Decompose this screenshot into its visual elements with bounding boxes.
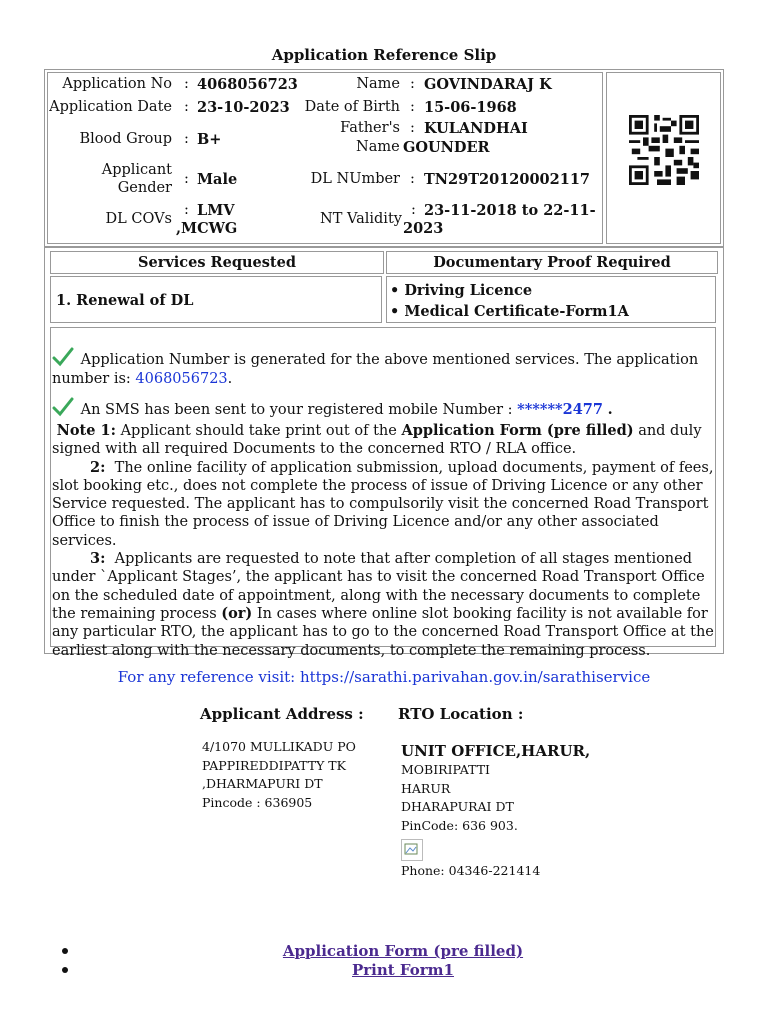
father-label-line2: Name xyxy=(356,139,400,155)
dl-covs-value-line1: LMV xyxy=(197,202,235,219)
period: . xyxy=(227,371,233,387)
note-3-text: Applicants are requested to note that after completion of all stages mentioned under `Applicant Stages’, the applicant has to visit the concerned Road Transport Office on the scheduled date of appointment, along with the necessary documents to complete the remaining process xyxy=(52,551,705,622)
note-3-text: In cases where online slot booking facility is not available for any particular RTO, the applicant has to go to the concerned Road Transport Office at the earliest along with the necessary documents, to complete the remaining process. xyxy=(52,605,714,659)
message-sms xyxy=(52,397,716,418)
address-line: ,DHARMAPURI DT xyxy=(202,776,323,791)
rto-phone: Phone: 04346-221414 xyxy=(401,863,541,878)
rto-location-label: RTO Location : xyxy=(398,705,524,723)
proof-item: • Driving Licence xyxy=(390,282,533,299)
rto-address-line: DHARAPURAI DT xyxy=(401,799,514,814)
note-1-highlight: Application Form (pre filled) xyxy=(401,422,634,439)
app-date-value: 23-10-2023 xyxy=(197,99,290,116)
father-label-line1: Father's xyxy=(340,120,400,136)
proof-list xyxy=(386,276,716,323)
check-icon xyxy=(52,397,74,417)
note-1 xyxy=(52,422,718,459)
colon: : xyxy=(411,202,416,218)
note-1-text: and duly signed with all required Documents to the concerned RTO / RLA office. xyxy=(52,423,702,458)
note-3 xyxy=(52,550,718,660)
reference-link-text[interactable]: For any reference visit: https://sarathi.parivahan.gov.in/sarathiservice xyxy=(117,668,651,686)
note-1-text: Applicant should take print out of the xyxy=(120,423,397,439)
address-line: Pincode : 636905 xyxy=(202,794,313,810)
notes-text xyxy=(52,422,718,660)
colon: : xyxy=(184,202,189,218)
father-value-line2: GOUNDER xyxy=(403,139,490,156)
dl-covs-label: DL COVs xyxy=(105,211,172,227)
app-date-label: Application Date xyxy=(49,99,172,115)
dob-value: 15-06-1968 xyxy=(424,99,517,116)
note-3-label: 3: xyxy=(90,550,106,568)
message-text: Application Number is generated for the above mentioned services. The application number is: xyxy=(52,352,699,387)
rto-address-line: MOBIRIPATTI xyxy=(401,762,490,777)
qr-cell xyxy=(606,72,721,244)
message-app-number xyxy=(52,347,716,389)
note-2-label: 2: xyxy=(90,458,106,476)
colon: : xyxy=(184,76,189,92)
proof-item: • Medical Certificate-Form1A xyxy=(390,303,629,320)
qr-code xyxy=(629,115,699,185)
page-title: Application Reference Slip xyxy=(271,46,497,64)
applicant-address-label: Applicant Address : xyxy=(200,705,364,723)
link-item xyxy=(0,942,768,960)
colon: : xyxy=(184,99,189,115)
rto-address xyxy=(401,761,518,835)
blood-group-label: Blood Group xyxy=(79,131,172,147)
period: . xyxy=(607,401,613,418)
app-no-label: Application No xyxy=(62,76,172,92)
name-label: Name xyxy=(356,76,400,92)
nt-validity-value-line2: 2023 xyxy=(403,220,444,237)
colon: : xyxy=(410,120,415,136)
services-requested-header: Services Requested xyxy=(50,251,384,274)
address-line: PAPPIREDDIPATTY TK xyxy=(202,757,346,773)
note-1-label: Note 1: xyxy=(56,422,116,439)
link-item xyxy=(0,961,768,979)
gender-label-line2: Gender xyxy=(117,180,172,196)
service-item: 1. Renewal of DL xyxy=(50,276,382,323)
father-value-line1: KULANDHAI xyxy=(424,120,528,137)
application-number-highlight: 4068056723 xyxy=(135,371,228,387)
note-2-text: The online facility of application submission, upload documents, payment of fees, slot booking etc., does not complete the process of issue of Driving Licence or any other Service requested. The applicant has to compulsorily visit the concerned Road Transport Office to finish the process of issue of Driving Licence and/or any other associated services. xyxy=(52,459,714,549)
masked-mobile-number: ******2477 xyxy=(517,401,603,418)
sms-text: An SMS has been sent to your registered mobile Number : xyxy=(80,402,513,418)
dl-covs-value-line2: ,MCWG xyxy=(176,220,238,237)
address-line: 4/1070 MULLIKADU PO xyxy=(202,739,356,754)
broken-image-icon xyxy=(402,840,422,860)
nt-validity-label: NT Validity xyxy=(320,211,402,227)
dl-number-value: TN29T20120002117 xyxy=(424,171,590,188)
rto-address-line: HARUR xyxy=(401,780,451,796)
app-no-value: 4068056723 xyxy=(197,76,298,93)
note-3-or: (or) xyxy=(221,604,253,622)
rto-address-line: PinCode: 636 903. xyxy=(401,817,518,833)
gender-value: Male xyxy=(197,171,238,188)
colon: : xyxy=(184,171,189,187)
broken-image-icon xyxy=(401,839,423,861)
colon: : xyxy=(184,131,189,147)
nt-validity-value-line1: 23-11-2018 to 22-11- xyxy=(424,202,596,219)
documentary-proof-header: Documentary Proof Required xyxy=(386,251,718,274)
colon: : xyxy=(410,99,415,115)
name-value: GOVINDARAJ K xyxy=(424,76,552,93)
colon: : xyxy=(410,171,415,187)
blood-group-value: B+ xyxy=(197,131,222,148)
dob-label: Date of Birth xyxy=(304,99,400,115)
application-form-link[interactable]: Application Form (pre filled) xyxy=(282,942,524,960)
check-icon xyxy=(52,347,74,367)
rto-office-name: UNIT OFFICE,HARUR, xyxy=(401,742,591,760)
note-2 xyxy=(52,459,718,550)
gender-label-line1: Applicant xyxy=(101,162,172,178)
dl-number-label: DL NUmber xyxy=(310,171,400,187)
applicant-address xyxy=(202,738,356,812)
print-form1-link[interactable]: Print Form1 xyxy=(352,961,454,979)
colon: : xyxy=(410,76,415,92)
